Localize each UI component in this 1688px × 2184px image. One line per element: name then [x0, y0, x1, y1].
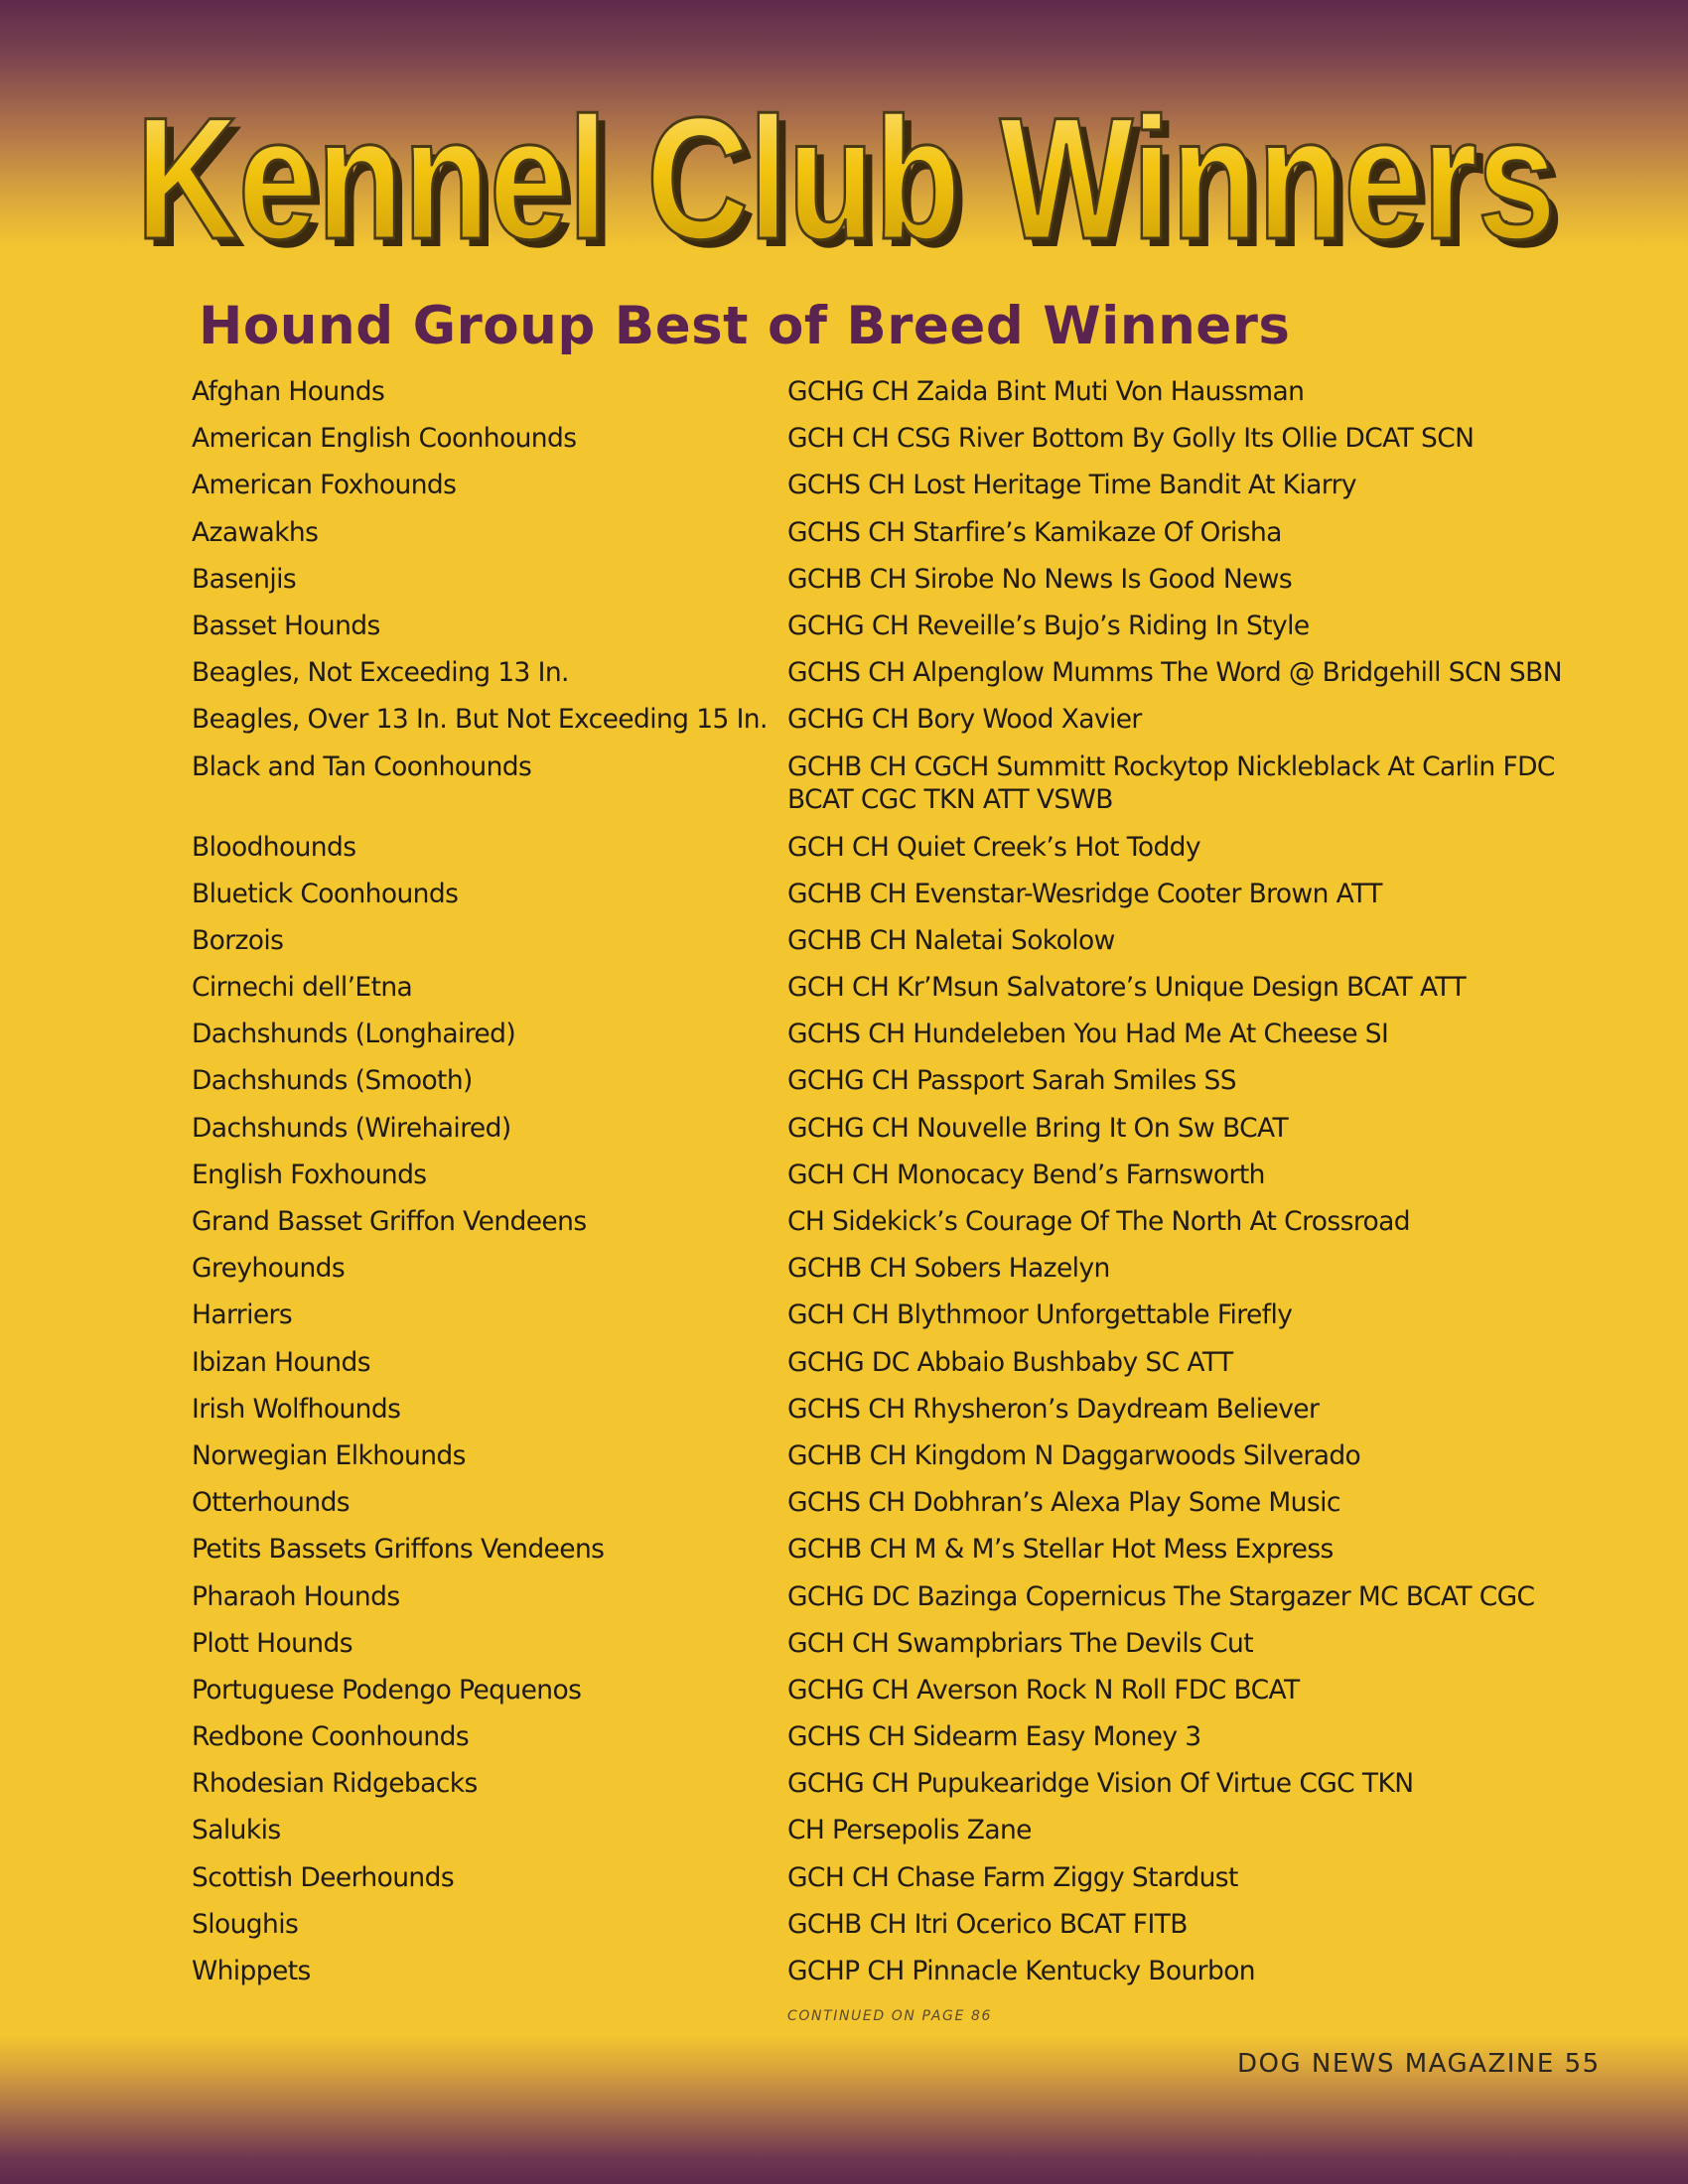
breed-name: Petits Bassets Griffons Vendeens [192, 1534, 605, 1566]
page-folio: DOG NEWS MAGAZINE 55 [1237, 2049, 1601, 2079]
dog-name: CH Persepolis Zane [787, 1815, 1032, 1846]
breed-name: Harriers [192, 1299, 293, 1331]
breed-name: Beagles, Not Exceeding 13 In. [192, 657, 569, 689]
winner-row [192, 1298, 1582, 1345]
winner-row [192, 375, 1582, 422]
winner-row [192, 1674, 1582, 1720]
masthead [0, 0, 1688, 278]
breed-name: Basenjis [192, 563, 297, 595]
winner-row [192, 1252, 1582, 1298]
winner-row [192, 1720, 1582, 1767]
winner-row [192, 610, 1582, 656]
winner-row [192, 1627, 1582, 1674]
winner-row [192, 1205, 1582, 1252]
breed-name: Afghan Hounds [192, 376, 385, 407]
winner-row [192, 516, 1582, 563]
dog-name: GCHB CH Kingdom N Daggarwoods Silverado [787, 1439, 1361, 1471]
winner-row [192, 878, 1582, 924]
breed-name: Borzois [192, 924, 284, 956]
masthead-title: Kennel Club Winners [136, 82, 1556, 276]
dog-name: GCHG CH Pupukearidge Vision Of Virtue CGC TKN [787, 1768, 1414, 1800]
breed-name: Bloodhounds [192, 831, 356, 863]
winner-row [192, 1908, 1582, 1955]
dog-name: GCH CH Quiet Creek’s Hot Toddy [787, 831, 1200, 863]
continued-note: CONTINUED ON PAGE 86 [787, 2008, 992, 2024]
dog-name: GCHG DC Bazinga Copernicus The Stargazer MC BCAT CGC [787, 1580, 1535, 1612]
winner-row [192, 1439, 1582, 1486]
dog-name: GCHS CH Rhysheron’s Daydream Believer [787, 1393, 1320, 1425]
winner-row [192, 831, 1582, 878]
breed-name: Irish Wolfhounds [192, 1393, 401, 1425]
winner-row [192, 1533, 1582, 1579]
dog-name: GCHG CH Passport Sarah Smiles SS [787, 1065, 1236, 1097]
breed-name: Basset Hounds [192, 610, 380, 641]
breed-name: Salukis [192, 1815, 281, 1846]
winner-row [192, 1580, 1582, 1627]
masthead-shadow: Kennel Club Winners [144, 90, 1564, 278]
dog-name: GCHG CH Bory Wood Xavier [787, 704, 1142, 736]
dog-name: GCHS CH Alpenglow Mumms The Word @ Bridgehill SCN SBN [787, 657, 1562, 689]
dog-name: GCHG DC Abbaio Bushbaby SC ATT [787, 1346, 1233, 1378]
winner-row [192, 1064, 1582, 1111]
dog-name: GCHB CH M & M’s Stellar Hot Mess Express [787, 1534, 1334, 1566]
dog-name: GCH CH Chase Farm Ziggy Stardust [787, 1861, 1238, 1893]
winner-row [192, 924, 1582, 971]
breed-name: Grand Basset Griffon Vendeens [192, 1206, 587, 1237]
dog-name: GCHB CH Evenstar-Wesridge Cooter Brown ATT [787, 878, 1382, 909]
dog-name: GCHB CH CGCH Summitt Rockytop Nickleblack At Carlin FDC BCAT CGC TKN ATT VSWB [787, 751, 1555, 815]
dog-name: GCH CH Swampbriars The Devils Cut [787, 1627, 1254, 1659]
dog-name: GCHB CH Sobers Hazelyn [787, 1253, 1110, 1285]
breed-name: Scottish Deerhounds [192, 1861, 455, 1893]
dog-name: GCHG CH Reveille’s Bujo’s Riding In Style [787, 610, 1310, 641]
breed-name: English Foxhounds [192, 1159, 427, 1190]
dog-name: GCHP CH Pinnacle Kentucky Bourbon [787, 1956, 1256, 1986]
breed-name: Cirnechi dell’Etna [192, 972, 413, 1004]
winner-row [192, 1814, 1582, 1860]
breed-name: Whippets [192, 1956, 311, 1986]
breed-name: Portuguese Podengo Pequenos [192, 1674, 582, 1706]
breed-name: Otterhounds [192, 1487, 350, 1519]
breed-name: Dachshunds (Smooth) [192, 1065, 473, 1097]
winner-row [192, 1159, 1582, 1205]
breed-name: Dachshunds (Longhaired) [192, 1019, 516, 1050]
dog-name: GCHB CH Itri Ocerico BCAT FITB [787, 1908, 1188, 1940]
winner-row [192, 1393, 1582, 1439]
breed-name: Sloughis [192, 1908, 299, 1940]
winner-row [192, 1861, 1582, 1908]
winner-row [192, 1346, 1582, 1393]
winner-row [192, 563, 1582, 610]
winner-row [192, 751, 1582, 831]
dog-name: GCHB CH Naletai Sokolow [787, 924, 1115, 956]
winner-row [192, 1955, 1582, 2001]
masthead-svg [0, 0, 1688, 278]
winner-row [192, 1486, 1582, 1533]
dog-name: GCHG CH Averson Rock N Roll FDC BCAT [787, 1674, 1300, 1706]
breed-name: Dachshunds (Wirehaired) [192, 1112, 511, 1144]
winner-row [192, 422, 1582, 469]
breed-name: Beagles, Over 13 In. But Not Exceeding 15 In. [192, 704, 768, 736]
dog-name: GCHG CH Nouvelle Bring It On Sw BCAT [787, 1112, 1289, 1144]
dog-name: GCH CH Blythmoor Unforgettable Firefly [787, 1299, 1293, 1331]
winner-row [192, 1767, 1582, 1814]
winner-row [192, 1018, 1582, 1064]
winner-list [192, 375, 1582, 2001]
dog-name: GCHS CH Lost Heritage Time Bandit At Kiarry [787, 470, 1357, 501]
breed-name: American English Coonhounds [192, 423, 577, 455]
breed-name: American Foxhounds [192, 470, 457, 501]
section-title: Hound Group Best of Breed Winners [199, 296, 1291, 356]
dog-name: GCHB CH Sirobe No News Is Good News [787, 563, 1293, 595]
dog-name: GCHG CH Zaida Bint Muti Von Haussman [787, 376, 1305, 407]
winner-row [192, 971, 1582, 1018]
winner-row [192, 656, 1582, 703]
breed-name: Rhodesian Ridgebacks [192, 1768, 478, 1800]
breed-name: Bluetick Coonhounds [192, 878, 459, 909]
dog-name: GCH CH CSG River Bottom By Golly Its Ollie DCAT SCN [787, 423, 1475, 455]
dog-name: CH Sidekick’s Courage Of The North At Crossroad [787, 1206, 1411, 1237]
breed-name: Pharaoh Hounds [192, 1580, 400, 1612]
breed-name: Azawakhs [192, 516, 319, 548]
dog-name: GCHS CH Sidearm Easy Money 3 [787, 1721, 1201, 1753]
winner-row [192, 469, 1582, 515]
breed-name: Greyhounds [192, 1253, 346, 1285]
dog-name: GCH CH Kr’Msun Salvatore’s Unique Design BCAT ATT [787, 972, 1467, 1004]
dog-name: GCHS CH Dobhran’s Alexa Play Some Music [787, 1487, 1340, 1519]
breed-name: Plott Hounds [192, 1627, 352, 1659]
breed-name: Black and Tan Coonhounds [192, 751, 532, 782]
winner-row [192, 1112, 1582, 1159]
breed-name: Redbone Coonhounds [192, 1721, 470, 1753]
winner-row [192, 703, 1582, 750]
dog-name: GCH CH Monocacy Bend’s Farnsworth [787, 1159, 1265, 1190]
dog-name: GCHS CH Hundeleben You Had Me At Cheese SI [787, 1019, 1389, 1050]
breed-name: Ibizan Hounds [192, 1346, 370, 1378]
dog-name: GCHS CH Starfire’s Kamikaze Of Orisha [787, 516, 1282, 548]
breed-name: Norwegian Elkhounds [192, 1439, 466, 1471]
